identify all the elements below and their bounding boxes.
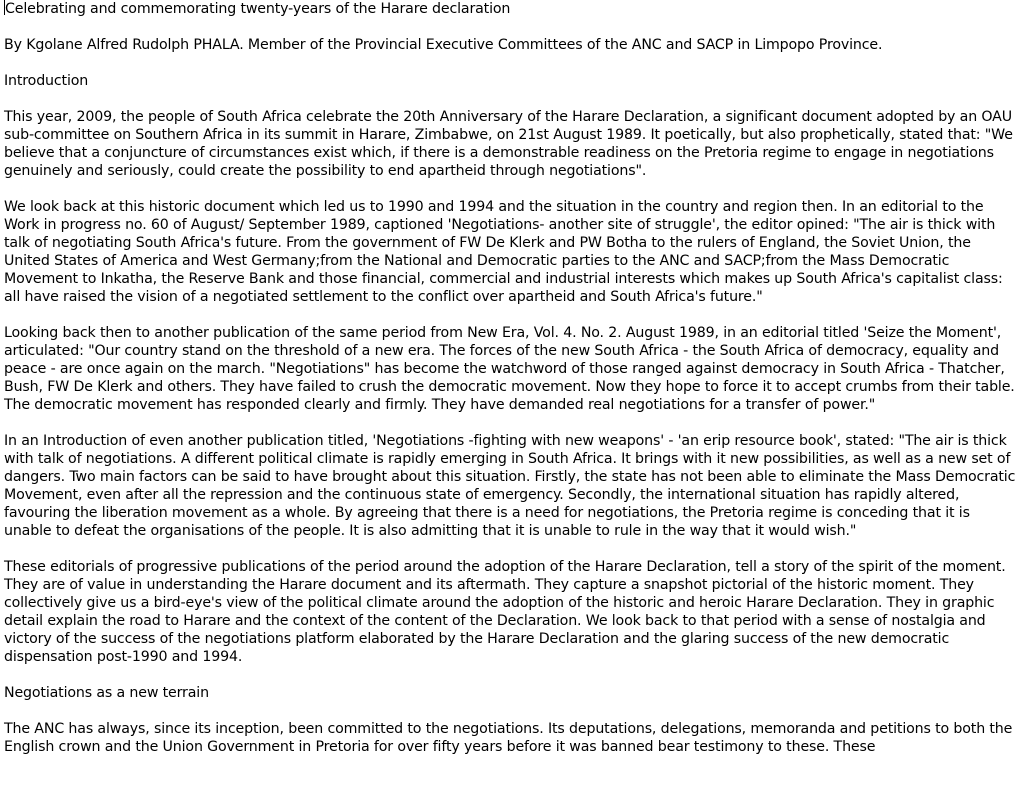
byline: By Kgolane Alfred Rudolph PHALA. Member of the Provincial Executive Committees of the ANC and SACP in Limpopo Province. xyxy=(4,37,883,53)
paragraph-3: Looking back then to another publication of the same period from New Era, Vol. 4. No. 2. August 1989, in an editorial titled 'Seize the Moment', articulated: "Our country stand on the threshold of a new era. The forces of the new South Africa - the South Africa of democracy, equality and peace - are once again on the march. "Negotiations" has become the watchword of those ranged against democracy in South Africa - Thatcher, Bush, FW De Klerk and others. They have failed to crush the democratic movement. Now they hope to force it to accept crumbs from their table. The democratic movement has responded clearly and firmly. They have demanded real negotiations for a transfer of power." xyxy=(4,325,1015,413)
section-heading-introduction: Introduction xyxy=(4,73,89,89)
document-body[interactable] xyxy=(4,0,1020,774)
paragraph-5: These editorials of progressive publications of the period around the adoption of the Harare Declaration, tell a story of the spirit of the moment. They are of value in understanding the Harare document and its aftermath. They capture a snapshot pictorial of the historic moment. They collectively give us a bird-eye's view of the political climate around the adoption of the historic and heroic Harare Declaration. They in graphic detail explain the road to Harare and the context of the content of the Declaration. We look back to that period with a sense of nostalgia and victory of the success of the negotiations platform elaborated by the Harare Declaration and the glaring success of the new democratic dispensation post-1990 and 1994. xyxy=(4,559,1006,665)
paragraph-2: We look back at this historic document which led us to 1990 and 1994 and the situation in the country and region then. In an editorial to the Work in progress no. 60 of August/ September 1989, captioned 'Negotiations- another site of struggle', the editor opined: "The air is thick with talk of negotiating South Africa's future. From the government of FW De Klerk and PW Botha to the rulers of England, the Soviet Union, the United States of America and West Germany;from the National and Democratic parties to the ANC and SACP;from the Mass Democratic Movement to Inkatha, the Reserve Bank and those financial, commercial and industrial interests which makes up South Africa's capitalist class: all have raised the vision of a negotiated settlement to the conflict over apartheid and South Africa's future." xyxy=(4,199,1003,305)
paragraph-1: This year, 2009, the people of South Africa celebrate the 20th Anniversary of the Harare Declaration, a significant document adopted by an OAU sub-committee on Southern Africa in its summit in Harare, Zimbabwe, on 21st August 1989. It poetically, but also prophetically, stated that: "We believe that a conjuncture of circumstances exist which, if there is a demonstrable readiness on the Pretoria regime to engage in negotiations genuinely and seriously, could create the possibility to end apartheid through negotiations". xyxy=(4,109,1013,179)
paragraph-6: The ANC has always, since its inception, been committed to the negotiations. Its deputations, delegations, memoranda and petitions to both the English crown and the Union Government in Pretoria for over fifty years before it was banned bear testimony to these. These xyxy=(4,721,1013,755)
section-heading-negotiations: Negotiations as a new terrain xyxy=(4,685,209,701)
document-title xyxy=(4,0,1020,18)
paragraph-4: In an Introduction of even another publication titled, 'Negotiations -fighting with new weapons' - 'an erip resource book', stated: "The air is thick with talk of negotiations. A different political climate is rapidly emerging in South Africa. It brings with it new possibilities, as well as a new set of dangers. Two main factors can be said to have brought about this situation. Firstly, the state has not been able to eliminate the Mass Democratic Movement, even after all the repression and the continuous state of emergency. Secondly, the international situation has rapidly altered, favouring the liberation movement as a whole. By agreeing that there is a need for negotiations, the Pretoria regime is conceding that it is unable to defeat the organisations of the people. It is also admitting that it is unable to rule in the way that it would wish." xyxy=(4,433,1016,539)
document-title-text: Celebrating and commemorating twenty-years of the Harare declaration xyxy=(5,1,511,17)
